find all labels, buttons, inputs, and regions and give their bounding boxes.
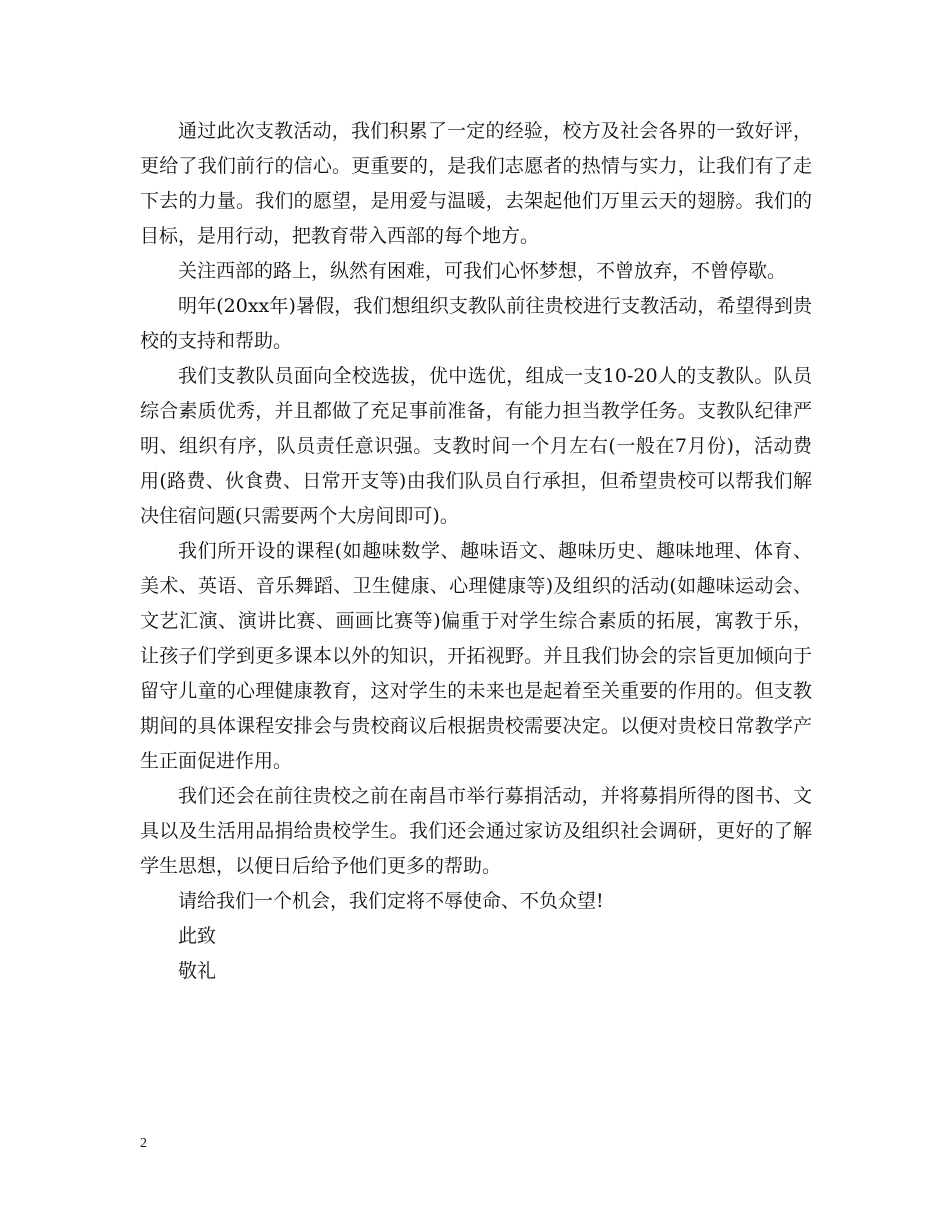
paragraph-donation: 我们还会在前往贵校之前在南昌市举行募捐活动，并将募捐所得的图书、文具以及生活用品捐给贵校学生。我们还会通过家访及组织社会调研，更好的了解学生思想，以便日后给予他们更多的帮助。 bbox=[140, 785, 812, 877]
paragraph-experience: 通过此次支教活动，我们积累了一定的经验，校方及社会各界的一致好评，更给了我们前行的信心。更重要的，是我们志愿者的热情与实力，让我们有了走下去的力量。我们的愿望，是用爱与温暖，去架起他们万里云天的翅膀。我们的目标，是用行动，把教育带入西部的每个地方。 bbox=[140, 120, 812, 247]
paragraph-request: 明年(20xx年)暑假，我们想组织支教队前往贵校进行支教活动，希望得到贵校的支持和帮助。 bbox=[140, 295, 812, 352]
paragraph-team: 我们支教队员面向全校选拔，优中选优，组成一支10-20人的支教队。队员综合素质优秀，并且都做了充足事前准备，有能力担当教学任务。支教队纪律严明、组织有序，队员责任意识强。支教时间一个月左右(一般在7月份)，活动费用(路费、伙食费、日常开支等)由我们队员自行承担，但希望贵校可以帮我们解决住宿问题(只需要两个大房间即可)。 bbox=[140, 365, 812, 527]
document-body bbox=[140, 114, 812, 989]
paragraph-dream: 关注西部的路上，纵然有困难，可我们心怀梦想，不曾放弃，不曾停歇。 bbox=[178, 260, 787, 282]
paragraph-appeal: 请给我们一个机会，我们定将不辱使命、不负众望! bbox=[178, 890, 604, 912]
closing-regards: 敬礼 bbox=[178, 960, 217, 982]
paragraph-courses: 我们所开设的课程(如趣味数学、趣味语文、趣味历史、趣味地理、体育、美术、英语、音乐舞蹈、卫生健康、心理健康等)及组织的活动(如趣味运动会、文艺汇演、演讲比赛、画画比赛等)偏重于对学生综合素质的拓展，寓教于乐，让孩子们学到更多课本以外的知识，开拓视野。并且我们协会的宗旨更加倾向于留守儿童的心理健康教育，这对学生的未来也是起着至关重要的作用的。但支教期间的具体课程安排会与贵校商议后根据贵校需要决定。以便对贵校日常教学产生正面促进作用。 bbox=[140, 540, 812, 772]
closing-salutation: 此致 bbox=[178, 925, 217, 947]
page-number: 2 bbox=[140, 1136, 147, 1151]
